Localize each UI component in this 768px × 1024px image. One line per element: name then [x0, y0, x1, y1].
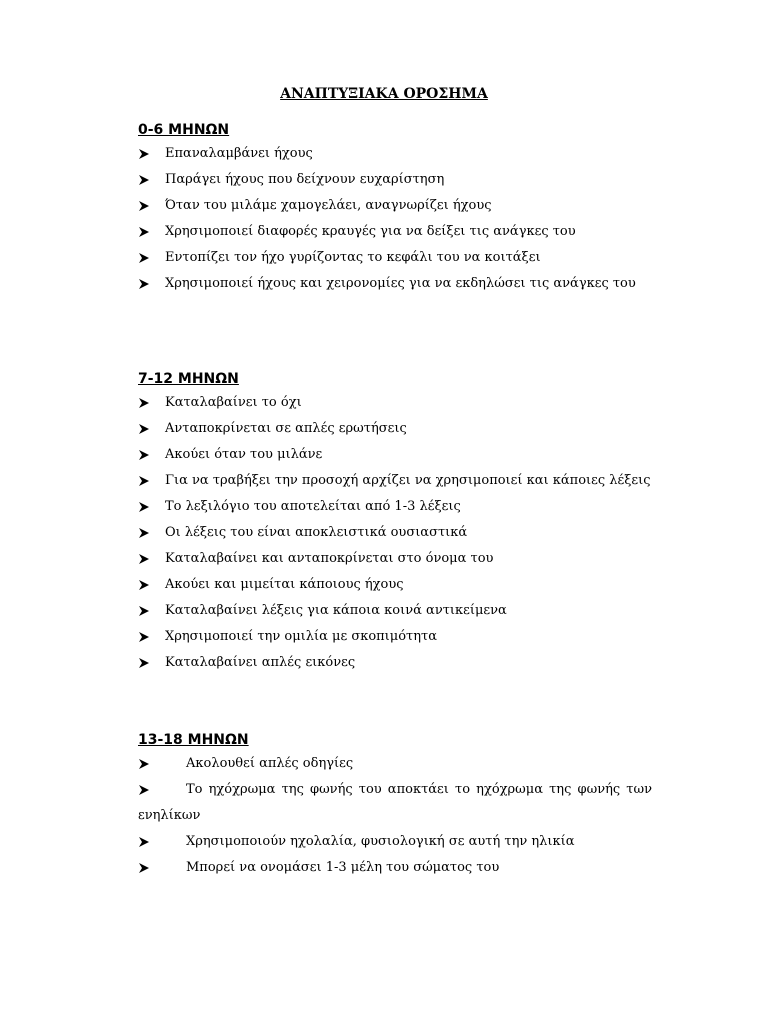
section-7-12-months: [138, 370, 652, 676]
milestone-list: [138, 751, 652, 881]
arrow-bullet-icon: [138, 855, 186, 881]
arrow-bullet-icon: [138, 546, 152, 572]
arrow-bullet-icon: [138, 468, 152, 494]
arrow-bullet-icon: [138, 494, 152, 520]
list-item: Παράγει ήχους που δείχνουν ευχαρίστηση: [138, 167, 652, 193]
milestone-list: [138, 141, 652, 297]
arrow-bullet-icon: [138, 271, 152, 297]
list-item: Καταλαβαίνει λέξεις για κάποια κοινά αντικείμενα: [138, 598, 652, 624]
milestone-list: [138, 390, 652, 676]
list-item: Οι λέξεις του είναι αποκλειστικά ουσιαστικά: [138, 520, 652, 546]
arrow-bullet-icon: [138, 390, 152, 416]
arrow-bullet-icon: [138, 219, 152, 245]
list-item: Όταν του μιλάμε χαμογελάει, αναγνωρίζει ήχους: [138, 193, 652, 219]
section-heading: 0-6 ΜΗΝΩΝ: [138, 122, 230, 138]
arrow-bullet-icon: [138, 650, 152, 676]
arrow-bullet-icon: [138, 751, 186, 777]
list-item: Για να τραβήξει την προσοχή αρχίζει να χρησιμοποιεί και κάποιες λέξεις: [138, 468, 652, 494]
list-item: Καταλαβαίνει απλές εικόνες: [138, 650, 652, 676]
section-heading: 13-18 ΜΗΝΩΝ: [138, 732, 249, 748]
arrow-bullet-icon: [138, 598, 152, 624]
arrow-bullet-icon: [138, 245, 152, 271]
list-item: Καταλαβαίνει το όχι: [138, 390, 652, 416]
arrow-bullet-icon: [138, 416, 152, 442]
list-item: Ακολουθεί απλές οδηγίες: [138, 751, 652, 777]
section-0-6-months: [138, 121, 652, 297]
list-item: Ακούει όταν του μιλάνε: [138, 442, 652, 468]
list-item: Ανταποκρίνεται σε απλές ερωτήσεις: [138, 416, 652, 442]
list-item: Το λεξιλόγιο του αποτελείται από 1-3 λέξεις: [138, 494, 652, 520]
section-heading: 7-12 ΜΗΝΩΝ: [138, 371, 239, 387]
arrow-bullet-icon: [138, 167, 152, 193]
arrow-bullet-icon: [138, 193, 152, 219]
section-13-18-months: [138, 731, 652, 881]
list-item: Ακούει και μιμείται κάποιους ήχους: [138, 572, 652, 598]
arrow-bullet-icon: [138, 829, 186, 855]
list-item: Χρησιμοποιεί ήχους και χειρονομίες για να εκδηλώσει τις ανάγκες του: [138, 271, 652, 297]
list-item: Το ηχόχρωμα της φωνής του αποκτάει το ηχόχρωμα της φωνής των ενηλίκων: [138, 777, 652, 829]
list-item: Εντοπίζει τον ήχο γυρίζοντας το κεφάλι του να κοιτάξει: [138, 245, 652, 271]
arrow-bullet-icon: [138, 572, 152, 598]
arrow-bullet-icon: [138, 777, 186, 803]
arrow-bullet-icon: [138, 520, 152, 546]
list-item: Χρησιμοποιούν ηχολαλία, φυσιολογική σε αυτή την ηλικία: [138, 829, 652, 855]
arrow-bullet-icon: [138, 624, 152, 650]
list-item: Καταλαβαίνει και ανταποκρίνεται στο όνομα του: [138, 546, 652, 572]
list-item: Επαναλαμβάνει ήχους: [138, 141, 652, 167]
page-title: ΑΝΑΠΤΥΞΙΑΚΑ ΟΡΟΣΗΜΑ: [280, 86, 488, 102]
list-item: Μπορεί να ονομάσει 1-3 μέλη του σώματος του: [138, 855, 652, 881]
arrow-bullet-icon: [138, 442, 152, 468]
arrow-bullet-icon: [138, 141, 152, 167]
list-item: Χρησιμοποιεί την ομιλία με σκοπιμότητα: [138, 624, 652, 650]
list-item: Χρησιμοποιεί διαφορές κραυγές για να δείξει τις ανάγκες του: [138, 219, 652, 245]
